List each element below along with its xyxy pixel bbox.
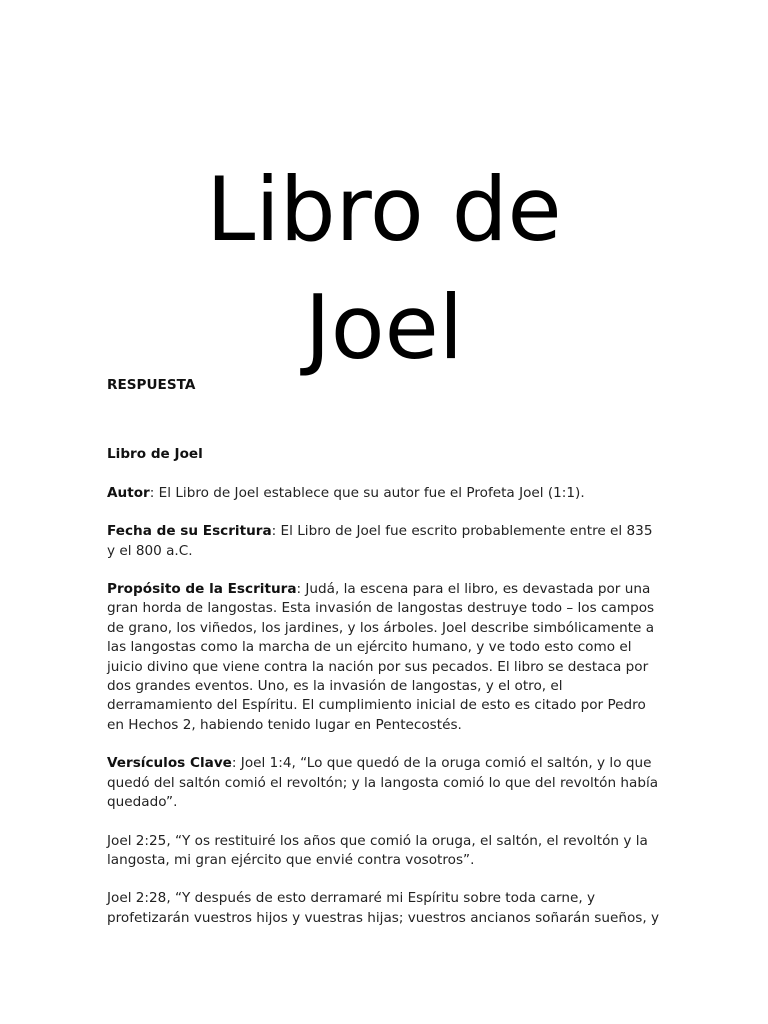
section-heading: Libro de Joel — [107, 446, 203, 463]
respuesta-label: RESPUESTA — [107, 377, 196, 393]
autor-label: Autor — [107, 484, 150, 501]
paragraph-joel-2-28: Joel 2:28, “Y después de esto derramaré mi Espíritu sobre toda carne, y profetizarán vuestros hijos y vuestras hijas; vuestros ancianos soñarán sueños, y — [107, 890, 660, 926]
title-line-1: Libro de — [206, 157, 562, 261]
autor-text: : El Libro de Joel establece que su autor fue el Profeta Joel (1:1). — [149, 484, 585, 501]
title-line-2: Joel — [304, 275, 464, 379]
paragraph-autor — [107, 484, 663, 503]
document-title — [0, 151, 768, 387]
fecha-text: : El Libro de Joel fue escrito probablemente entre el 835 y el 800 a.C. — [107, 523, 653, 559]
versiculos-text: : Joel 1:4, “Lo que quedó de la oruga comió el saltón, y lo que quedó del saltón comió el revoltón; y la langosta comió lo que del revoltón había quedado”. — [107, 755, 659, 811]
versiculos-label: Versículos Clave — [107, 755, 232, 772]
paragraph-fecha — [107, 522, 663, 561]
paragraph-joel-2-25: Joel 2:25, “Y os restituiré los años que comió la oruga, el saltón, el revoltón y la langosta, mi gran ejército que envié contra vosotros”. — [107, 832, 648, 868]
paragraph-proposito — [107, 580, 663, 735]
fecha-label: Fecha de su Escritura — [107, 523, 272, 540]
proposito-label: Propósito de la Escritura — [107, 581, 297, 598]
proposito-text: : Judá, la escena para el libro, es devastada por una gran horda de langostas. Esta invasión de langostas destruye todo – los campos de grano, los viñedos, los jardines, y los árboles. Joel describe simbólicamente a las langostas como la marcha de un ejército humano, y ve todo esto como el juicio divino que viene contra la nación por sus pecados. El libro se destaca por dos grandes eventos. Uno, es la invasión de langostas, y el otro, el derramamiento del Espíritu. El cumplimiento inicial de esto es citado por Pedro en Hechos 2, habiendo tenido lugar en Pentecostés. — [107, 581, 655, 733]
paragraph-versiculos — [107, 754, 663, 812]
document-body — [107, 376, 663, 928]
